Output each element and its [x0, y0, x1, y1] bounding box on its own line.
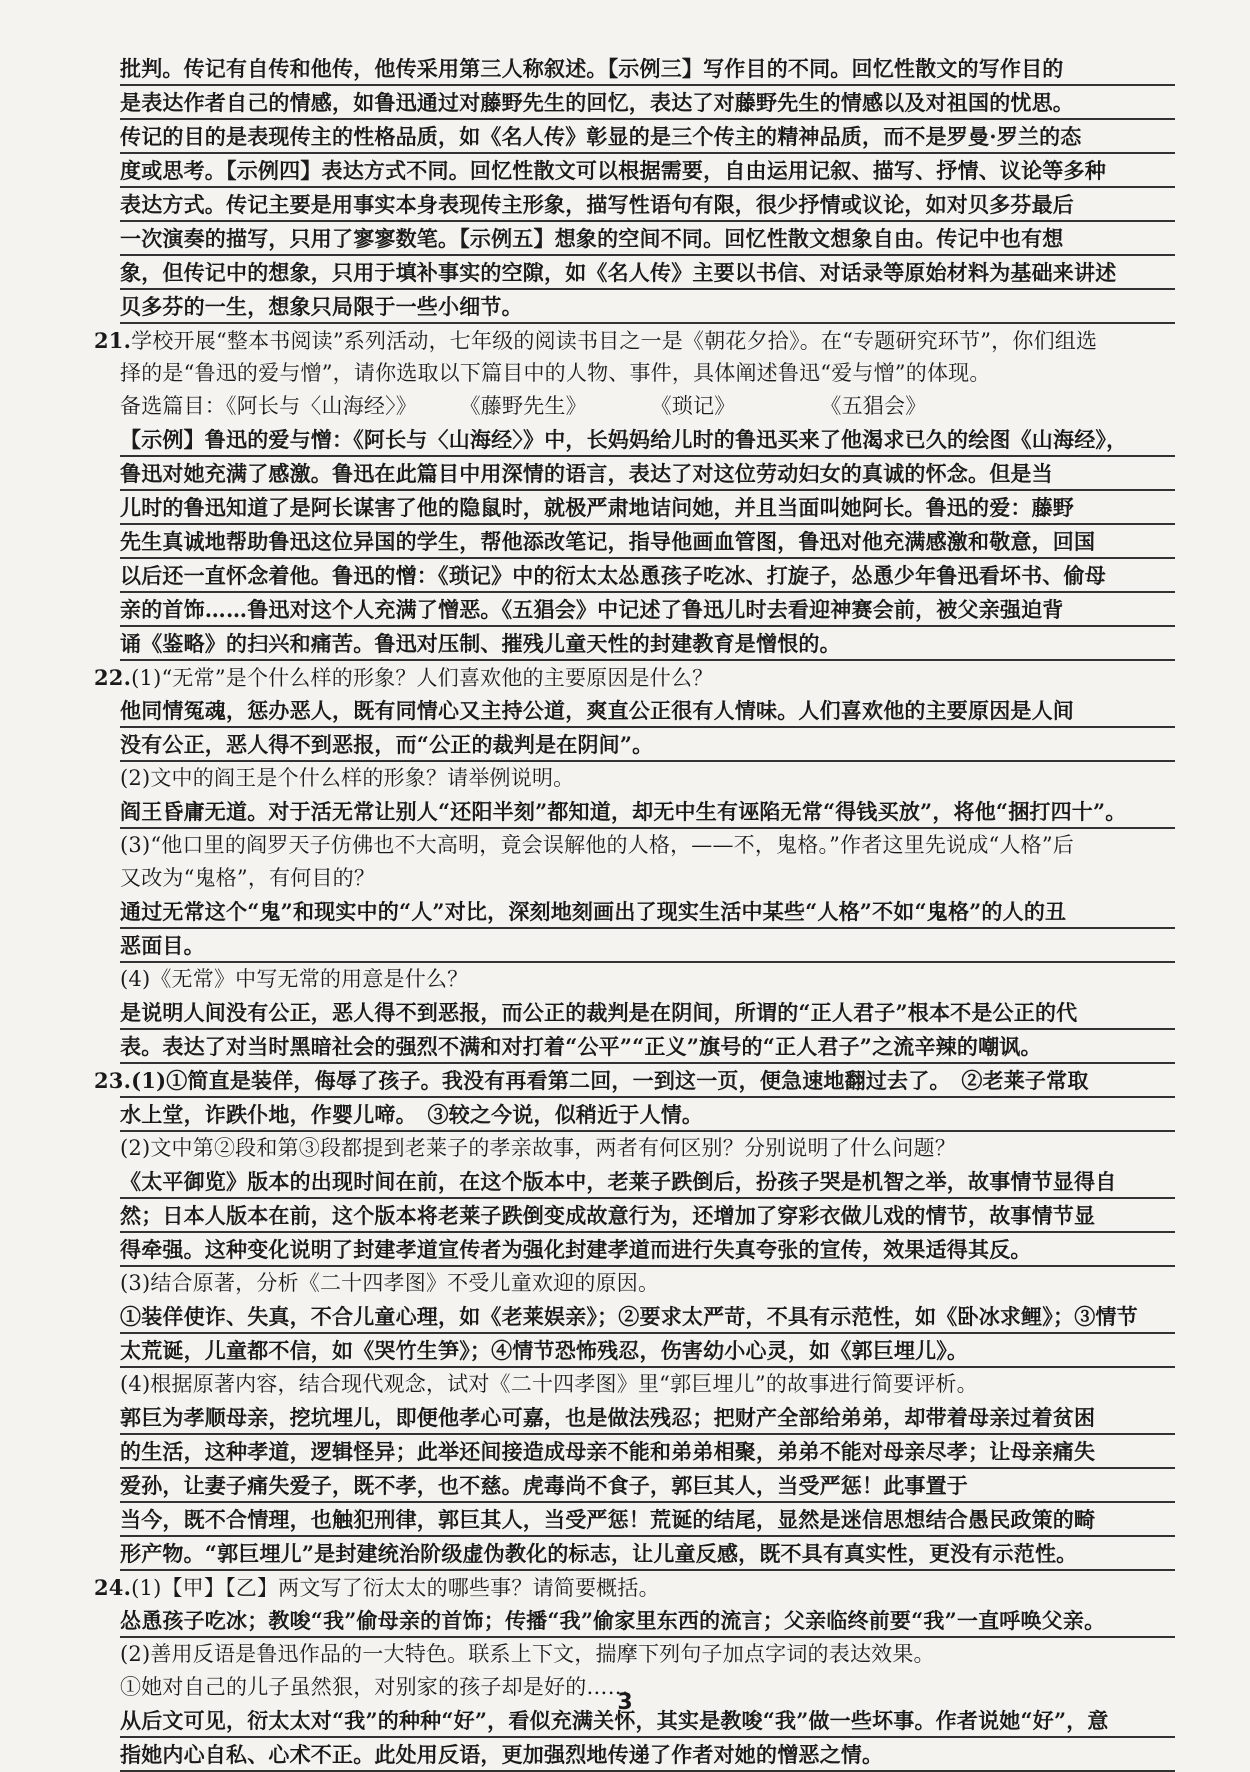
question-line: [120, 963, 1175, 996]
question-line: [94, 661, 1175, 694]
line-text: (1)①简直是装佯，侮辱了孩子。我没有再看第二回，一到这一页，便急速地翻过去了。 ②老莱子常取: [131, 1068, 1089, 1093]
answer-line: [120, 222, 1175, 256]
answer-line: [120, 1503, 1175, 1537]
question-line: [120, 390, 1175, 423]
line-text: 恶面目。: [120, 933, 205, 958]
question-number: 23.: [94, 1068, 132, 1093]
line-text: 亲的首饰……鲁迅对这个人充满了憎恶。《五猖会》中记述了鲁迅儿时去看迎神赛会前，被父亲强迫背: [120, 597, 1064, 622]
answer-line: [120, 457, 1175, 491]
answer-line: [120, 795, 1175, 829]
line-text: 择的是“鲁迅的爱与憎”，请你选取以下篇目中的人物、事件，具体阐述鲁迅“爱与憎”的体现。: [120, 361, 991, 385]
answer-line: [120, 1401, 1175, 1435]
line-text: 表。表达了对当时黑暗社会的强烈不满和对打着“公平”“正义”旗号的“正人君子”之流辛辣的嘲讽。: [120, 1034, 1042, 1059]
line-text: ①装佯使诈、失真，不合儿童心理，如《老莱娱亲》；②要求太严苛，不具有示范性，如《卧冰求鲤》；③情节: [120, 1304, 1138, 1329]
line-text: 阎王昏庸无道。对于活无常让别人“还阳半刻”都知道，却无中生有诬陷无常“得钱买放”，将他“捆打四十”。: [120, 799, 1127, 824]
line-text: (3)结合原著，分析《二十四孝图》不受儿童欢迎的原因。: [120, 1271, 660, 1295]
question-line: [94, 324, 1175, 357]
question-line: [94, 1571, 1175, 1604]
answer-line: [120, 1300, 1175, 1334]
line-text: 太荒诞，儿童都不信，如《哭竹生笋》；④情节恐怖残忍，伤害幼小心灵，如《郭巨埋儿》。: [120, 1338, 969, 1363]
line-text: 的生活，这种孝道，逻辑怪异；此举还间接造成母亲不能和弟弟相聚，弟弟不能对母亲尽孝；让母亲痛失: [120, 1439, 1096, 1464]
line-text: 以后还一直怀念着他。鲁迅的憎：《琐记》中的衍太太怂恿孩子吃冰、打旋子，怂恿少年鲁迅看坏书、偷母: [120, 563, 1106, 588]
answer-line: [94, 1064, 1175, 1098]
answer-line: [120, 996, 1175, 1030]
line-text: 批判。传记有自传和他传，他传采用第三人称叙述。【示例三】写作目的不同。回忆性散文的写作目的: [120, 56, 1064, 81]
question-line: [120, 762, 1175, 795]
line-text: 郭巨为孝顺母亲，挖坑埋儿，即便他孝心可嘉，也是做法残忍；把财产全部给弟弟，却带着母亲过着贫困: [120, 1405, 1096, 1430]
line-text: 《太平御览》版本的出现时间在前，在这个版本中，老莱子跌倒后，扮孩子哭是机智之举，故事情节显得自: [120, 1169, 1117, 1194]
answer-line: [120, 120, 1175, 154]
line-text: 诵《鉴略》的扫兴和痛苦。鲁迅对压制、摧残儿童天性的封建教育是憎恨的。: [120, 631, 841, 656]
line-text: (3)“他口里的阎罗天子仿佛也不大高明，竟会误解他的人格，——不，鬼格。”作者这里先说成“人格”后: [120, 833, 1074, 857]
answer-line: [120, 491, 1175, 525]
line-text: 怂恿孩子吃冰；教唆“我”偷母亲的首饰；传播“我”偷家里东西的流言；父亲临终前要“我”一直呼唤父亲。: [120, 1608, 1106, 1633]
question-line: [120, 1267, 1175, 1300]
line-text: 又改为“鬼格”，有何目的？: [120, 866, 376, 890]
answer-line: [120, 1030, 1175, 1064]
answer-line: [120, 1469, 1175, 1503]
answer-line: [120, 1199, 1175, 1233]
answer-line: [120, 154, 1175, 188]
answer-line: [120, 423, 1175, 457]
question-line: [120, 1132, 1175, 1165]
line-text: 指她内心自私、心术不正。此处用反语，更加强烈地传递了作者对她的憎恶之情。: [120, 1742, 884, 1767]
line-text: 是表达作者自己的情感，如鲁迅通过对藤野先生的回忆，表达了对藤野先生的情感以及对祖国的忧思。: [120, 90, 1074, 115]
answer-line: [120, 1604, 1175, 1638]
line-text: (1)“无常”是个什么样的形象？人们喜欢他的主要原因是什么？: [131, 666, 714, 690]
answer-line: [120, 525, 1175, 559]
answer-line: [120, 290, 1175, 324]
line-text: 先生真诚地帮助鲁迅这位异国的学生，帮他添改笔记，指导他画血管图，鲁迅对他充满感激和敬意，回国: [120, 529, 1096, 554]
answer-line: [120, 728, 1175, 762]
answer-line: [120, 559, 1175, 593]
answer-line: [120, 1098, 1175, 1132]
question-line: [120, 1638, 1175, 1671]
answer-line: [120, 694, 1175, 728]
answer-line: [120, 52, 1175, 86]
answer-line: [120, 929, 1175, 963]
line-text: 是说明人间没有公正，恶人得不到恶报，而公正的裁判是在阴间，所谓的“正人君子”根本不是公正的代: [120, 1000, 1078, 1025]
page-number: 3: [617, 1690, 633, 1715]
question-line: [120, 1368, 1175, 1401]
line-text: 一次演奏的描写，只用了寥寥数笔。【示例五】想象的空间不同。回忆性散文想象自由。传记中也有想: [120, 226, 1064, 251]
question-line: [120, 829, 1175, 862]
line-text: 没有公正，恶人得不到恶报，而“公正的裁判是在阴间”。: [120, 732, 654, 757]
answer-line: [120, 1435, 1175, 1469]
line-text: (2)文中的阎王是个什么样的形象？请举例说明。: [120, 766, 575, 790]
answer-line: [120, 188, 1175, 222]
line-text: 通过无常这个“鬼”和现实中的“人”对比，深刻地刻画出了现实生活中某些“人格”不如“鬼格”的人的丑: [120, 899, 1067, 924]
line-text: (4)《无常》中写无常的用意是什么？: [120, 967, 469, 991]
line-text: (2)善用反语是鲁迅作品的一大特色。联系上下文，揣摩下列句子加点字词的表达效果。: [120, 1642, 935, 1666]
line-text: 鲁迅对她充满了感激。鲁迅在此篇目中用深情的语言，表达了对这位劳动妇女的真诚的怀念。但是当: [120, 461, 1053, 486]
answer-page: [94, 52, 1175, 1772]
answer-line: [120, 1334, 1175, 1368]
line-text: 传记的目的是表现传主的性格品质，如《名人传》彰显的是三个传主的精神品质，而不是罗曼·罗兰的态: [120, 124, 1082, 149]
line-text: 爱孙，让妻子痛失爱子，既不孝，也不慈。虎毒尚不食子，郭巨其人，当受严惩！此事置于: [120, 1473, 968, 1498]
answer-line: [120, 627, 1175, 661]
line-text: 形产物。“郭巨埋儿”是封建统治阶级虚伪教化的标志，让儿童反感，既不具有真实性，更没有示范性。: [120, 1541, 1078, 1566]
line-text: 水上堂，诈跌仆地，作婴儿啼。 ③较之今说，似稍近于人情。: [120, 1102, 704, 1127]
line-text: 【示例】鲁迅的爱与憎：《阿长与〈山海经〉》中，长妈妈给儿时的鲁迅买来了他渴求已久的绘图《山海经》，: [120, 427, 1128, 452]
question-number: 21.: [94, 328, 132, 353]
question-number: 22.: [94, 665, 132, 690]
line-text: 他同情冤魂，惩办恶人，既有同情心又主持公道，爽直公正很有人情味。人们喜欢他的主要原因是人间: [120, 698, 1074, 723]
line-text: 备选篇目：《阿长与〈山海经〉》 《藤野先生》 《琐记》 《五猖会》: [120, 394, 927, 418]
line-text: 度或思考。【示例四】表达方式不同。回忆性散文可以根据需要，自由运用记叙、描写、抒情、议论等多种: [120, 158, 1106, 183]
line-text: 从后文可见，衍太太对“我”的种种“好”，看似充满关怀，其实是教唆“我”做一些坏事。作者说她“好”，意: [120, 1708, 1109, 1733]
line-text: 学校开展“整本书阅读”系列活动，七年级的阅读书目之一是《朝花夕拾》。在“专题研究环节”，你们组选: [131, 329, 1098, 353]
line-text: 然；日本人版本在前，这个版本将老莱子跌倒变成故意行为，还增加了穿彩衣做儿戏的情节，故事情节显: [120, 1203, 1096, 1228]
line-text: 表达方式。传记主要是用事实本身表现传主形象，描写性语句有限，很少抒情或议论，如对贝多芬最后: [120, 192, 1074, 217]
answer-line: [120, 1165, 1175, 1199]
question-line: [120, 862, 1175, 895]
line-text: (2)文中第②段和第③段都提到老莱子的孝亲故事，两者有何区别？分别说明了什么问题？: [120, 1136, 956, 1160]
answer-line: [120, 86, 1175, 120]
line-text: ①她对自己的儿子虽然狠，对别家的孩子却是好的……: [120, 1675, 629, 1699]
answer-line: [120, 1537, 1175, 1571]
line-text: 象，但传记中的想象，只用于填补事实的空隙，如《名人传》主要以书信、对话录等原始材料为基础来讲述: [120, 260, 1117, 285]
answer-line: [120, 895, 1175, 929]
line-text: (4)根据原著内容，结合现代观念，试对《二十四孝图》里“郭巨埋儿”的故事进行简要评析。: [120, 1372, 978, 1396]
question-number: 24.: [94, 1575, 132, 1600]
line-text: 儿时的鲁迅知道了是阿长谋害了他的隐鼠时，就极严肃地诘问她，并且当面叫她阿长。鲁迅的爱：藤野: [120, 495, 1074, 520]
line-text: 当今，既不合情理，也触犯刑律，郭巨其人，当受严惩！荒诞的结尾，显然是迷信思想结合愚民政策的畸: [120, 1507, 1096, 1532]
line-text: 贝多芬的一生，想象只局限于一些小细节。: [120, 294, 523, 319]
answer-line: [120, 1233, 1175, 1267]
answer-line: [120, 593, 1175, 627]
line-text: (1)【甲】【乙】两文写了衍太太的哪些事？请简要概括。: [131, 1576, 660, 1600]
question-line: [120, 357, 1175, 390]
line-text: 得牵强。这种变化说明了封建孝道宣传者为强化封建孝道而进行失真夸张的宣传，效果适得其反。: [120, 1237, 1032, 1262]
answer-line: [120, 1738, 1175, 1772]
answer-line: [120, 256, 1175, 290]
